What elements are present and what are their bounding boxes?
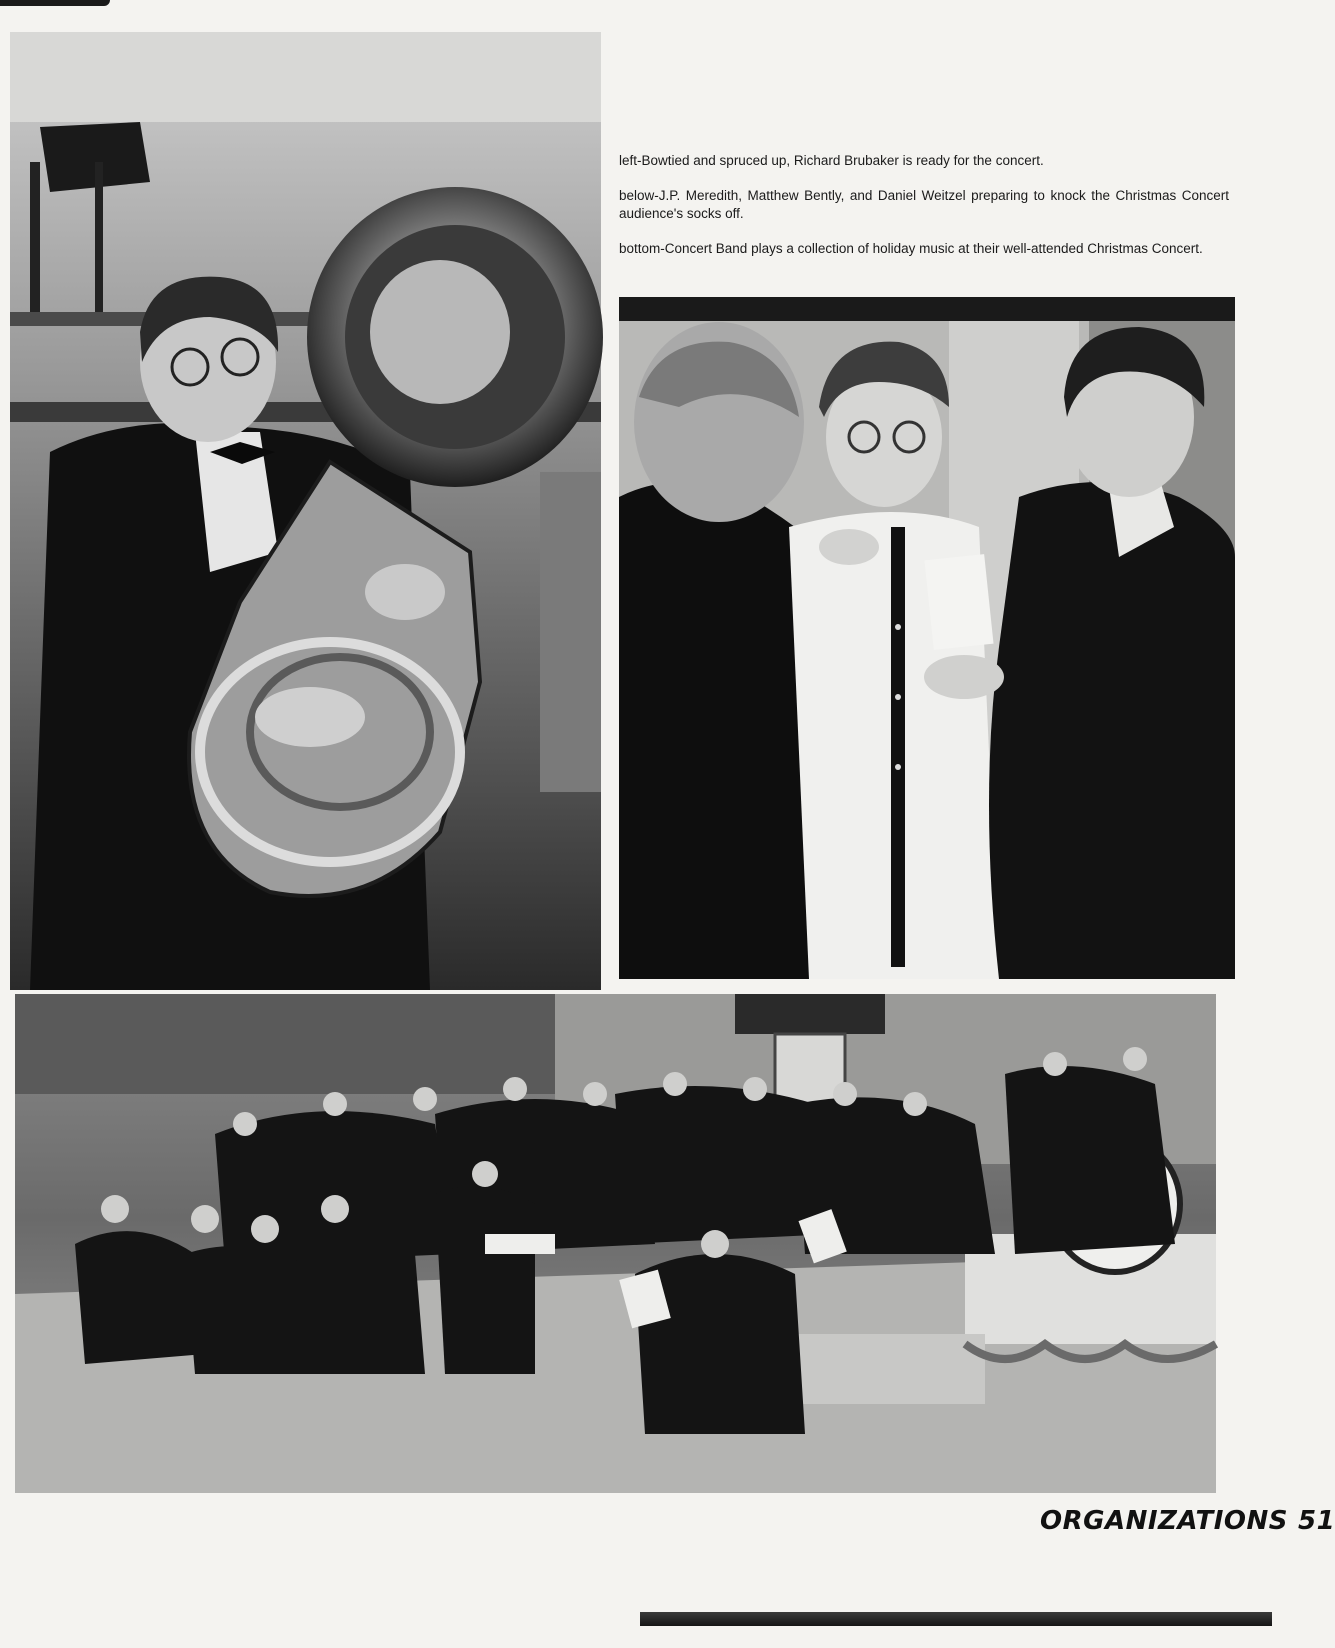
caption-bottom: bottom-Concert Band plays a collection of holiday music at their well-attended Christmas Concert. (619, 241, 1203, 256)
page-edge-shadow-top (0, 0, 110, 6)
caption-block (619, 152, 1229, 275)
page-folio (1040, 1506, 1335, 1536)
page-edge-shadow-bottom (640, 1612, 1272, 1626)
photo-tuba-player (10, 32, 601, 990)
caption-left: left-Bowtied and spruced up, Richard Brubaker is ready for the concert. (619, 153, 1044, 168)
caption-below: below-J.P. Meredith, Matthew Bently, and Daniel Weitzel preparing to knock the Christmas Concert audience's socks off. (619, 188, 1229, 221)
folio-section: ORGANIZATIONS (1040, 1506, 1289, 1536)
folio-page-number: 51 (1298, 1506, 1335, 1536)
photo-concert-band (15, 994, 1216, 1493)
photo-students-clarinet (619, 297, 1235, 979)
